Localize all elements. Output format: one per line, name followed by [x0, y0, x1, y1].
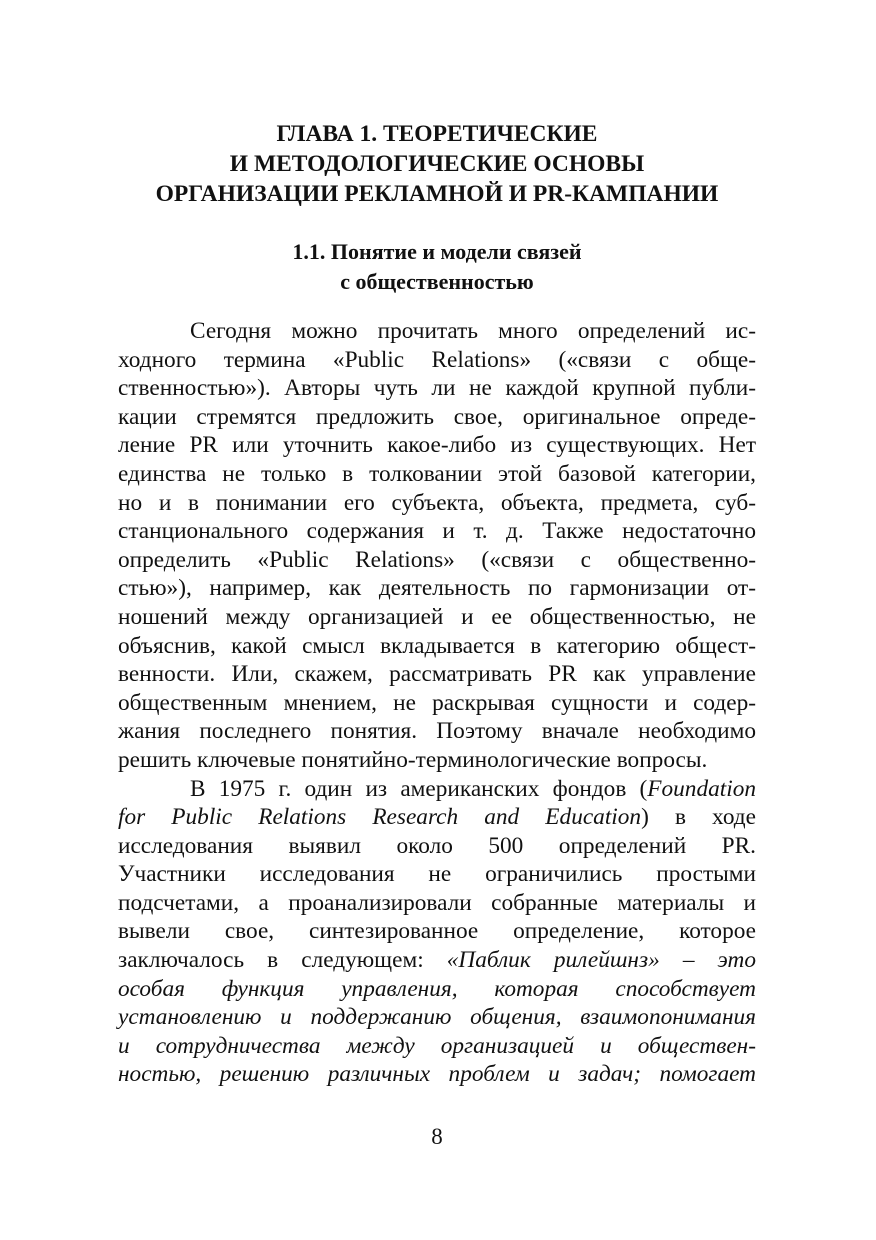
text-line: Участники исследования не ограничились простыми [118, 861, 756, 888]
italic-text-line: установлению и поддержанию общения, взаимопонимания [118, 1004, 756, 1031]
text-line: вывели свое, синтезированное определение, которое [118, 918, 756, 945]
text-line [118, 803, 756, 832]
text-line: единства не только в толковании этой базовой категории, [118, 460, 756, 487]
paragraph-2 [118, 775, 756, 1090]
text-line: объяснив, какой смысл вкладывается в категорию общест- [118, 632, 756, 659]
chapter-title-line: ОРГАНИЗАЦИИ РЕКЛАМНОЙ И PR-КАМПАНИИ [155, 181, 719, 207]
text-line: ходного термина «Public Relations» («связи с обще- [118, 346, 756, 373]
text-line: ление PR или уточнить какое-либо из существующих. Нет [118, 432, 756, 459]
text-segment: заключалось в следующем: [118, 947, 447, 974]
text-line: станционального содержания и т. д. Также недостаточно [118, 518, 756, 545]
chapter-title-line: И МЕТОДОЛОГИЧЕСКИЕ ОСНОВЫ [229, 151, 645, 177]
chapter-title [118, 119, 756, 209]
text-segment: В 1975 г. один из американских фондов ( [190, 775, 648, 802]
italic-text-segment: «Паблик рилейшнз» – это [446, 947, 756, 974]
section-title-line: 1.1. Понятие и модели связей [292, 239, 582, 264]
text-line: исследования выявил около 500 определений PR. [118, 832, 756, 859]
page-number: 8 [431, 1124, 443, 1149]
paragraph-1 [118, 317, 756, 775]
section-title-line: с общественностью [340, 269, 534, 294]
text-line: подсчетами, а проанализировали собранные материалы и [118, 889, 756, 916]
text-line: ственностью»). Авторы чуть ли не каждой крупной публи- [118, 375, 756, 402]
text-line [118, 946, 756, 975]
italic-text-segment: for Public Relations Research and Education [118, 804, 642, 831]
text-segment: ) в ходе [641, 804, 756, 831]
text-line: стью»), например, как деятельность по гармонизации от- [118, 575, 756, 602]
chapter-title-line: ГЛАВА 1. ТЕОРЕТИЧЕСКИЕ [276, 121, 598, 147]
text-line: Сегодня можно прочитать много определений ис- [190, 318, 756, 344]
italic-text-line: особая функция управления, которая способствует [118, 975, 756, 1002]
text-line: решить ключевые понятийно-терминологические вопросы. [118, 746, 708, 773]
text-line [118, 775, 756, 804]
italic-text-segment: Foundation [647, 775, 756, 802]
text-line: венности. Или, скажем, рассматривать PR как управление [118, 661, 756, 688]
text-line: жания последнего понятия. Поэтому вначале необходимо [118, 718, 756, 745]
text-line: общественным мнением, не раскрывая сущности и содер- [118, 689, 756, 716]
italic-text-line: ностью, решению различных проблем и задач; помогает [118, 1061, 756, 1088]
section-title [118, 237, 756, 297]
body-text [118, 317, 756, 1089]
italic-text-line: и сотрудничества между организацией и обществен- [118, 1032, 756, 1059]
text-line: кации стремятся предложить свое, оригинальное опреде- [118, 403, 756, 430]
document-page [118, 0, 756, 1240]
text-line: но и в понимании его субъекта, объекта, предмета, суб- [118, 489, 756, 516]
text-line: ношений между организацией и ее общественностью, не [118, 603, 756, 630]
text-line: определить «Public Relations» («связи с общественно- [118, 546, 756, 573]
